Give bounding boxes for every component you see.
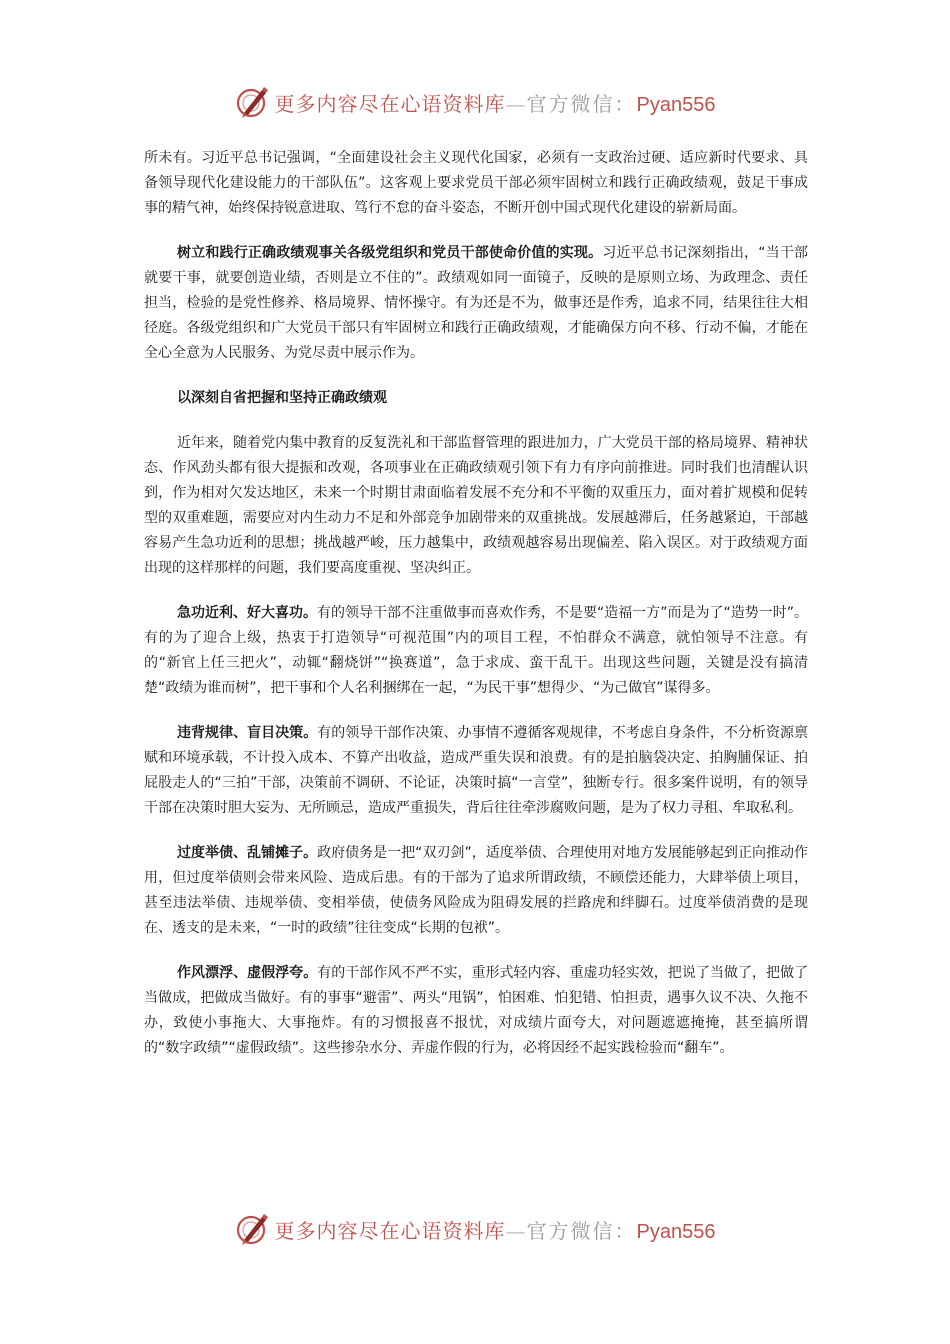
paragraph-text: 习近平总书记深刻指出，“当干部就要干事，就要创造业绩，否则是立不住的”。政绩观如同一面镜子，反映的是原则立场、为政理念、责任担当，检验的是党性修养、格局境界、情怀操守。有为还是不为，做事还是作秀，追求不同，结果往往大相径庭。各级党组织和广大党员干部只有牢固树立和践行正确政绩观，才能确保方向不移、行动不偏，才能在全心全意为人民服务、为党尽责中展示作为。 <box>144 245 808 361</box>
paragraph-text: 有的领导干部不注重做事而喜欢作秀，不是要“造福一方”而是为了“造势一时”。有的为了迎合上级，热衷于打造领导“可视范围”内的项目工程，不怕群众不满意，就怕领导不注意。有的“新官上任三把火”，动辄“翻烧饼”“换赛道”，急于求成、蛮干乱干。出现这些问题，关键是没有搞清楚“政绩为谁而树”，把干事和个人名利捆绑在一起，“为民干事”想得少、“为己做官”谋得多。 <box>144 605 809 696</box>
banner-wechat-label: 官方微信： <box>526 1218 637 1243</box>
paragraph-continuation <box>144 146 808 221</box>
header-banner <box>0 82 950 122</box>
pen-logo-icon <box>235 1211 271 1247</box>
banner-dash: — <box>505 91 527 116</box>
footer-banner-inner <box>235 1211 716 1247</box>
banner-prefix: 更多内容尽在心语资料库 <box>274 1218 506 1243</box>
banner-prefix: 更多内容尽在心语资料库 <box>274 91 506 116</box>
paragraph-lead: 急功近利、好大喜功。 <box>177 605 317 621</box>
paragraph-excessive-debt <box>144 841 808 941</box>
banner-dash: — <box>505 1218 527 1243</box>
paragraph-text: 有的干部作风不严不实，重形式轻内容、重虚功轻实效，把说了当做了，把做了当做成，把做成当做好。有的事事“避雷”、两头“甩锅”，怕困难、怕犯错、怕担责，遇事久议不决、久拖不办，致使小事拖大、大事拖炸。有的习惯报喜不报忧，对成绩片面夸大，对问题遮遮掩掩，甚至搞所谓的“数字政绩”“虚假政绩”。这些掺杂水分、弄虚作假的行为，必将因经不起实践检验而“翻车”。 <box>144 965 809 1056</box>
paragraph-lead: 过度举债、乱铺摊子。 <box>177 845 318 861</box>
header-banner-inner <box>235 84 716 120</box>
article-body <box>144 146 808 1081</box>
paragraph-blind-decisions <box>144 721 808 821</box>
paragraph-lead: 违背规律、盲目决策。 <box>177 725 318 741</box>
paragraph-lead: 作风漂浮、虚假浮夸。 <box>177 965 318 981</box>
paragraph-text: 近年来，随着党内集中教育的反复洗礼和干部监督管理的跟进加力，广大党员干部的格局境界、精神状态、作风劲头都有很大提振和改观，各项事业在正确政绩观引领下有力有序向前推进。同时我们也清醒认识到，作为相对欠发达地区，未来一个时期甘肃面临着发展不充分和不平衡的双重压力，面对着扩规模和促转型的双重难题，需要应对内生动力不足和外部竞争加剧带来的双重挑战。发展越滞后，任务越紧迫，干部越容易产生急功近利的思想；挑战越严峻，压力越集中，政绩观越容易出现偏差、陷入误区。对于政绩观方面出现的这样那样的问题，我们要高度重视、坚决纠正。 <box>144 435 808 576</box>
paragraph-false-reporting <box>144 961 808 1061</box>
banner-handle: Pyan556 <box>636 1220 716 1243</box>
paragraph-text: 所未有。习近平总书记强调，“全面建设社会主义现代化国家，必须有一支政治过硬、适应新时代要求、具备领导现代化建设能力的干部队伍”。这客观上要求党员干部必须牢固树立和践行正确政绩观，鼓足干事成事的精气神，始终保持锐意进取、笃行不怠的奋斗姿态，不断开创中国式现代化建设的崭新局面。 <box>144 150 808 216</box>
footer-banner <box>0 1209 950 1249</box>
banner-wechat-label: 官方微信： <box>526 91 637 116</box>
paragraph-lead: 树立和践行正确政绩观事关各级党组织和党员干部使命价值的实现。 <box>177 245 603 261</box>
paragraph-recent-years <box>144 431 808 581</box>
paragraph-text: 有的领导干部作决策、办事情不遵循客观规律，不考虑自身条件，不分析资源禀赋和环境承载，不计投入成本、不算产出收益，造成严重失误和浪费。有的是拍脑袋决定、拍胸脯保证、拍屁股走人的“三拍”干部，决策前不调研、不论证，决策时搞“一言堂”，独断专行。很多案件说明，有的领导干部在决策时胆大妄为、无所顾忌，造成严重损失，背后往往牵涉腐败问题，是为了权力寻租、牟取私利。 <box>144 725 809 816</box>
banner-text <box>275 88 716 117</box>
paragraph-quick-success <box>144 601 808 701</box>
paragraph-text: 政府债务是一把“双刃剑”，适度举债、合理使用对地方发展能够起到正向推动作用，但过度举债则会带来风险、造成后患。有的干部为了追求所谓政绩，不顾偿还能力，大肆举债上项目，甚至违法举债、违规举债、变相举债，使债务风险成为阻碍发展的拦路虎和绊脚石。过度举债消费的是现在、透支的是未来，“一时的政绩”往往变成“长期的包袱”。 <box>144 845 808 936</box>
section-heading: 以深刻自省把握和坚持正确政绩观 <box>177 390 387 406</box>
banner-handle: Pyan556 <box>636 93 716 116</box>
banner-text <box>275 1215 716 1244</box>
paragraph-mission-value <box>144 241 808 366</box>
pen-logo-icon <box>235 84 271 120</box>
